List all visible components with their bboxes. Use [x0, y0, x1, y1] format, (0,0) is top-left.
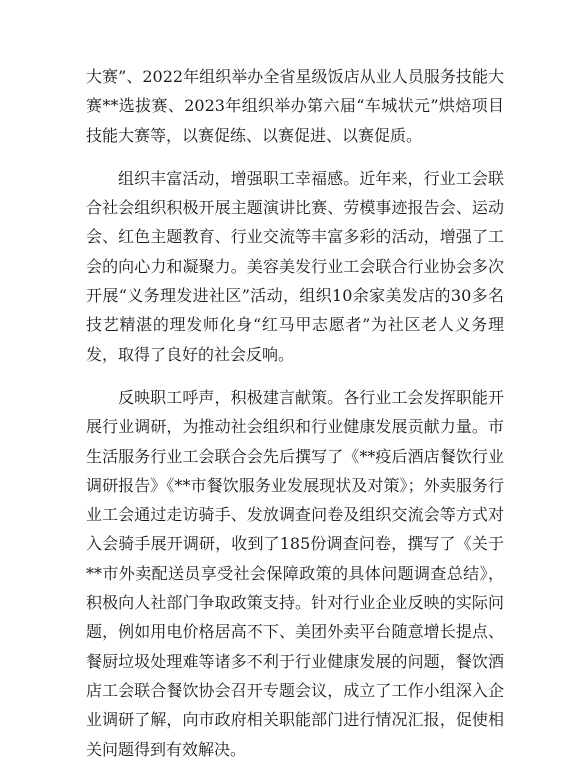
document-body — [86, 62, 504, 764]
paragraph-1: 大赛”、2022年组织举办全省星级饭店从业人员服务技能大赛**选拔赛、2023年组织举办第六届“车城状元”烘焙项目技能大赛等，以赛促练、以赛促进、以赛促质。 — [86, 67, 504, 145]
paragraph-3: 反映职工呼声，积极建言献策。各行业工会发挥职能开展行业调研，为推动社会组织和行业健康发展贡献力量。市生活服务行业工会联合会先后撰写了《**疫后酒店餐饮行业调研报告》《**市餐饮服务业发展现状及对策》；外卖服务行业工会通过走访骑手、发放调查问卷及组织交流会等方式对入会骑手展开调研，收到了185份调查问卷，撰写了《关于**市外卖配送员享受社会保障政策的具体问题调查总结》，积极向人社部门争取政策支持。针对行业企业反映的实际问题，例如用电价格居高不下、美团外卖平台随意增长提点、餐厨垃圾处理难等诸多不利于行业健康发展的问题，餐饮酒店工会联合餐饮协会召开专题会议，成立了工作小组深入企业调研了解，向市政府相关职能部门进行情况汇报，促使相关问题得到有效解决。 — [86, 387, 504, 759]
paragraph-2: 组织丰富活动，增强职工幸福感。近年来，行业工会联合社会组织积极开展主题演讲比赛、劳模事迹报告会、运动会、红色主题教育、行业交流等丰富多彩的活动，增强了工会的向心力和凝聚力。美容美发行业工会联合行业协会多次开展“义务理发进社区”活动，组织10余家美发店的30多名技艺精湛的理发师化身“红马甲志愿者”为社区老人义务理发，取得了良好的社会反响。 — [86, 168, 504, 364]
